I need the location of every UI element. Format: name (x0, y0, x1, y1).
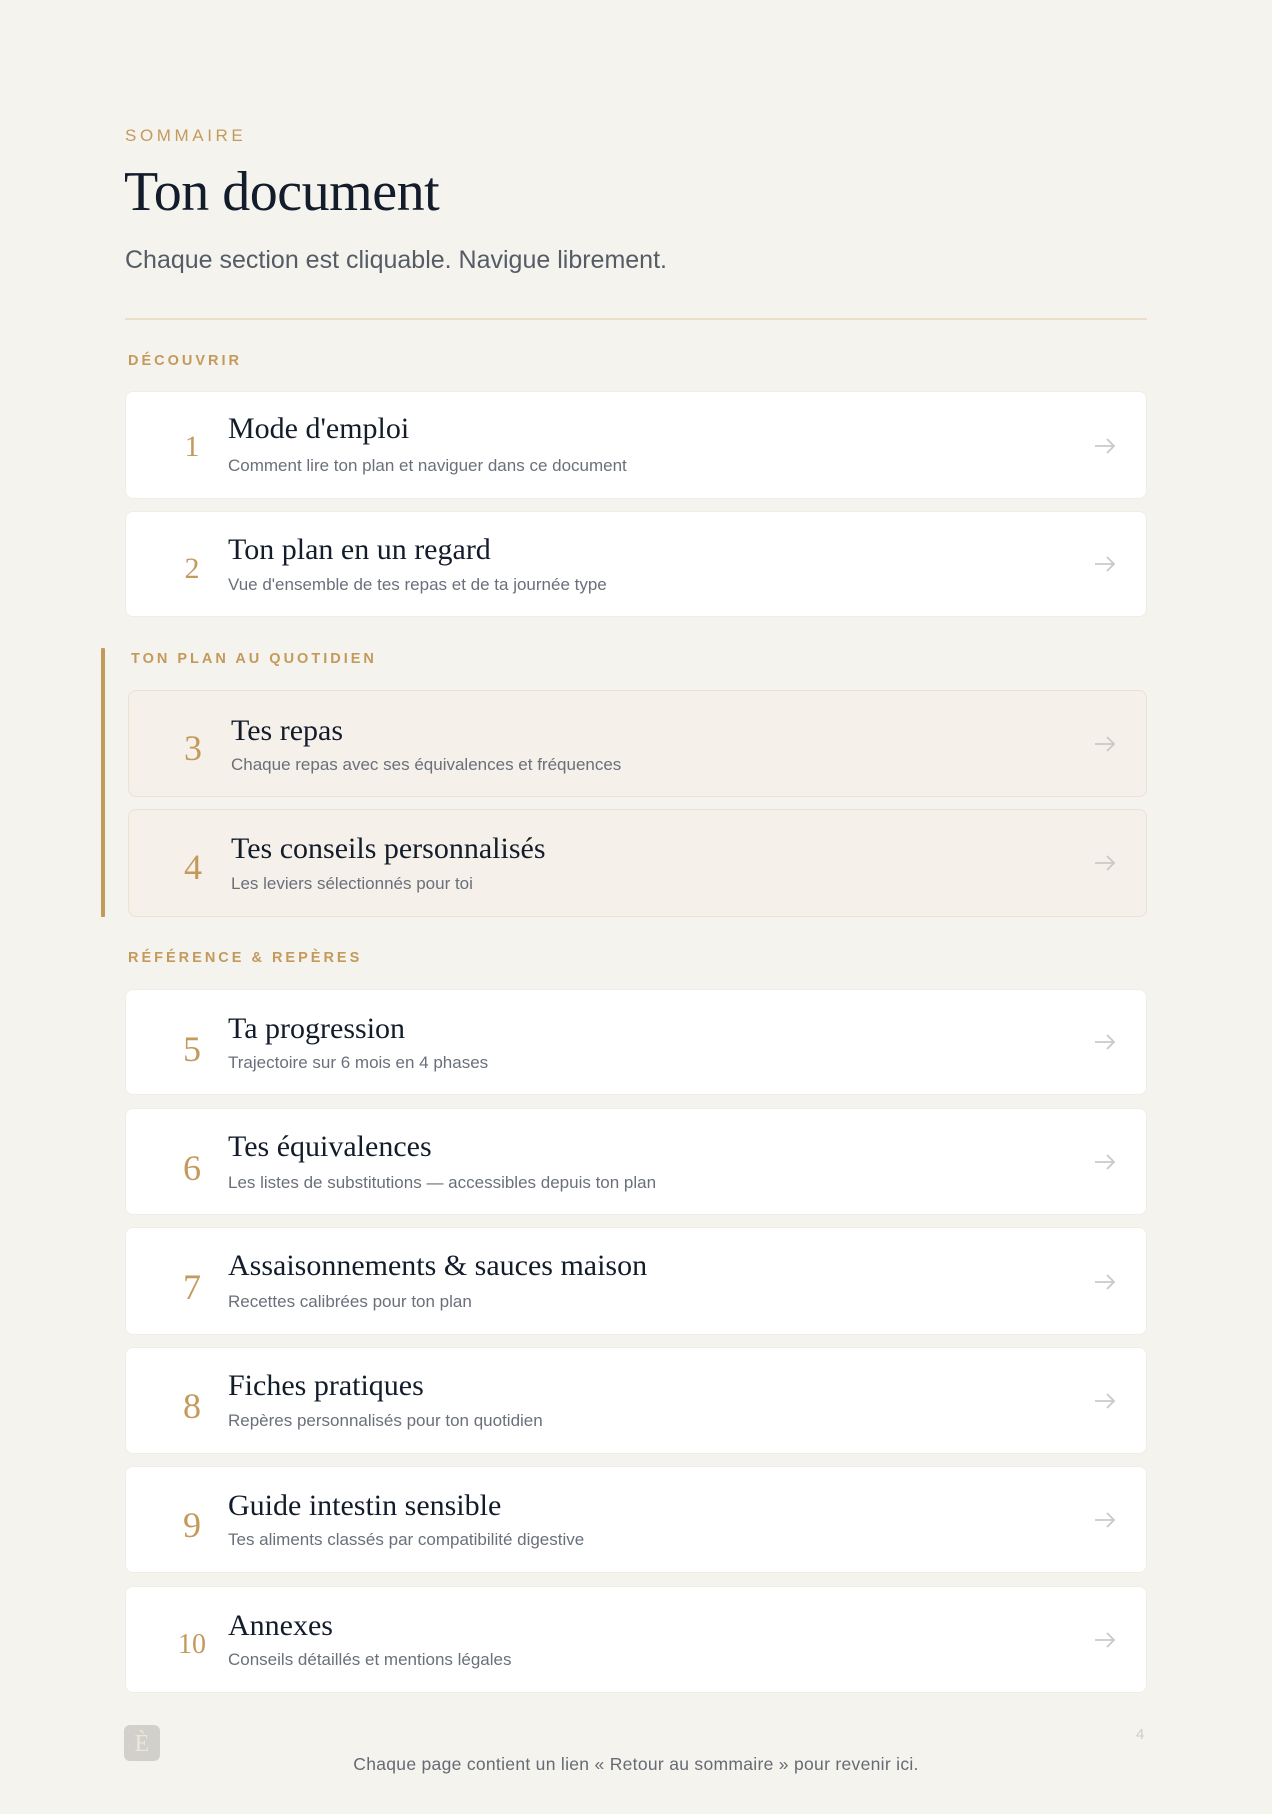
toc-item-6[interactable] (125, 1108, 1147, 1215)
highlight-bar (101, 648, 105, 917)
item-title: Tes conseils personnalisés (231, 832, 546, 865)
arrow-right-icon (1094, 556, 1116, 572)
arrow-right-icon (1094, 1154, 1116, 1170)
header-divider (125, 318, 1147, 320)
item-description: Les listes de substitutions — accessibles depuis ton plan (228, 1173, 657, 1192)
item-title: Annexes (228, 1609, 333, 1642)
item-description: Tes aliments classés par compatibilité digestive (228, 1530, 585, 1549)
toc-item-9[interactable] (125, 1466, 1147, 1573)
item-description: Les leviers sélectionnés pour toi (231, 874, 473, 893)
toc-item-1[interactable] (125, 391, 1147, 499)
item-title: Assaisonnements & sauces maison (228, 1249, 648, 1282)
page-subtitle: Chaque section est cliquable. Navigue librement. (125, 246, 667, 274)
item-description: Conseils détaillés et mentions légales (228, 1650, 512, 1669)
item-title: Guide intestin sensible (228, 1489, 502, 1522)
arrow-right-icon (1094, 1274, 1116, 1290)
item-description: Trajectoire sur 6 mois en 4 phases (228, 1053, 489, 1072)
page-number: 4 (1136, 1726, 1145, 1743)
item-title: Mode d'emploi (228, 412, 410, 445)
toc-item-7[interactable] (125, 1227, 1147, 1335)
item-description: Recettes calibrées pour ton plan (228, 1292, 472, 1311)
item-description: Repères personnalisés pour ton quotidien (228, 1411, 543, 1430)
item-title: Tes équivalences (228, 1130, 432, 1163)
item-title: Ton plan en un regard (228, 533, 491, 566)
section-label-reference: RÉFÉRENCE & REPÈRES (128, 950, 363, 966)
item-description: Comment lire ton plan et naviguer dans ce document (228, 456, 627, 475)
footer-note: Chaque page contient un lien « Retour au sommaire » pour revenir ici. (353, 1754, 919, 1774)
arrow-right-icon (1094, 1632, 1116, 1648)
toc-item-3[interactable] (128, 690, 1147, 797)
arrow-right-icon (1094, 1393, 1116, 1409)
item-number: 1 (184, 430, 200, 463)
item-number: 6 (183, 1148, 201, 1188)
item-title: Fiches pratiques (228, 1369, 424, 1402)
brand-logo: È (124, 1725, 160, 1761)
arrow-right-icon (1094, 855, 1116, 871)
section-label-ton-plan: TON PLAN AU QUOTIDIEN (131, 651, 377, 667)
item-number: 8 (183, 1386, 201, 1426)
toc-item-10[interactable] (125, 1586, 1147, 1693)
item-number: 9 (183, 1505, 201, 1545)
item-number: 4 (184, 847, 202, 887)
toc-item-4[interactable] (128, 809, 1147, 917)
toc-item-8[interactable] (125, 1347, 1147, 1454)
item-number: 10 (178, 1629, 206, 1660)
arrow-right-icon (1094, 736, 1116, 752)
toc-item-5[interactable] (125, 989, 1147, 1095)
item-title: Ta progression (228, 1012, 406, 1045)
item-number: 3 (184, 728, 202, 768)
toc-item-2[interactable] (125, 511, 1147, 617)
section-label-decouvrir: DÉCOUVRIR (128, 353, 243, 369)
item-title: Tes repas (231, 714, 344, 747)
arrow-right-icon (1094, 1512, 1116, 1528)
item-number: 5 (183, 1029, 201, 1069)
item-number: 2 (184, 552, 200, 585)
eyebrow-label: SOMMAIRE (125, 126, 247, 145)
arrow-right-icon (1094, 1034, 1116, 1050)
item-number: 7 (183, 1267, 201, 1307)
arrow-right-icon (1094, 438, 1116, 454)
page-title: Ton document (124, 161, 440, 223)
item-description: Chaque repas avec ses équivalences et fréquences (231, 755, 622, 774)
item-description: Vue d'ensemble de tes repas et de ta journée type (228, 575, 607, 594)
